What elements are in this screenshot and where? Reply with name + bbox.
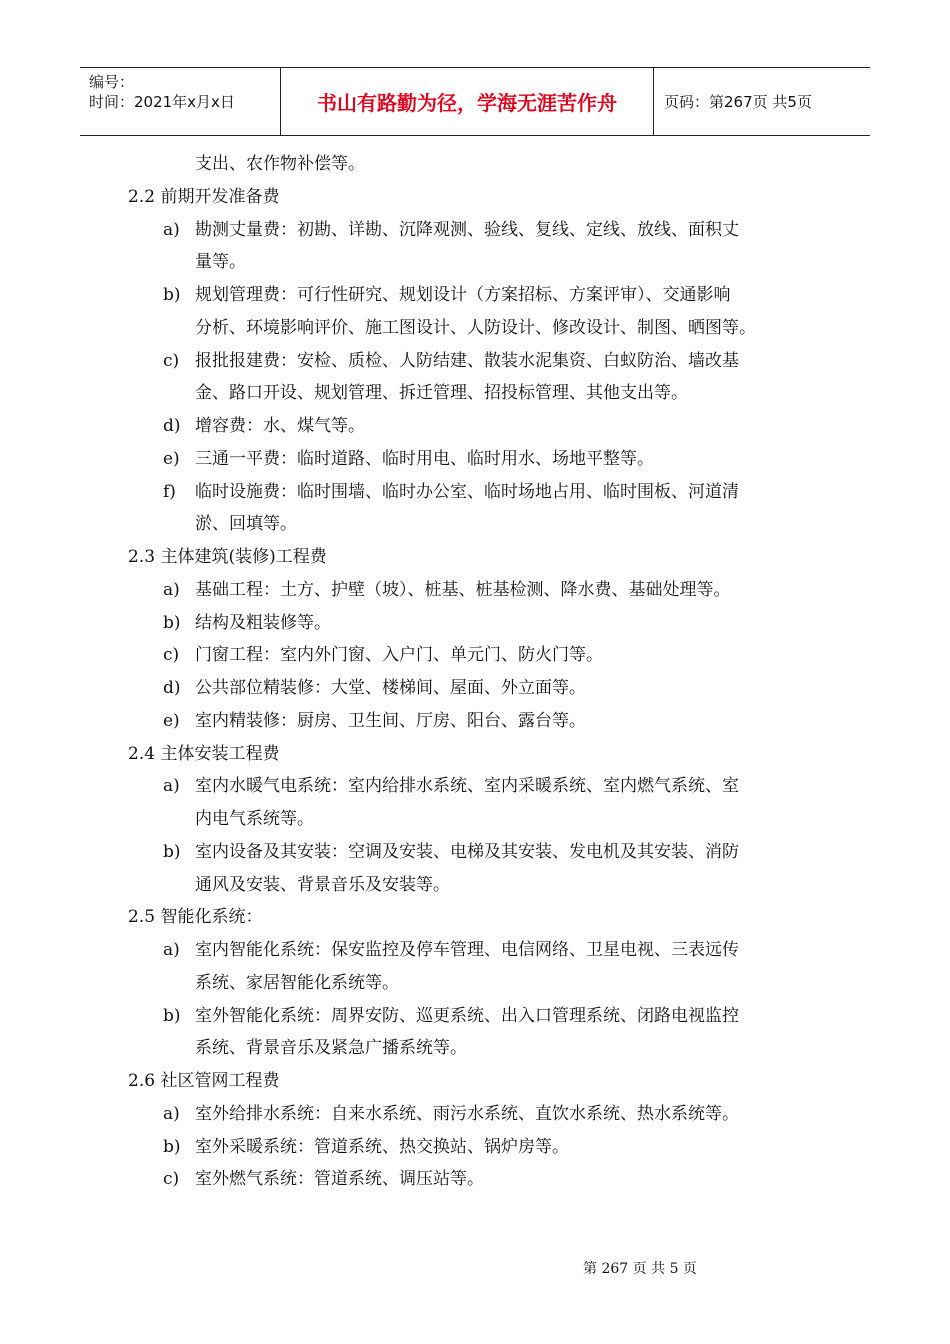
list-item-text: 增容费：水、煤气等。 [195,416,365,436]
list-item-text: 室内精装修：厨房、卫生间、厅房、阳台、露台等。 [195,710,586,731]
list-item [163,447,654,471]
list-item [163,283,731,307]
list-item-marker: b) [163,285,181,305]
list-item-marker: a) [163,776,180,797]
list-item-marker: d) [163,678,181,698]
list-item-text: 室外采暖系统：管道系统、热交换站、锅炉房等。 [195,1136,569,1157]
header-motto: 书山有路勤为径，学海无涯苦作舟 [281,68,654,135]
list-item-marker: c) [163,1169,180,1190]
continuation-line: 内电气系统等。 [195,809,314,829]
list-item [163,1135,569,1159]
list-item [163,676,586,700]
list-item [163,578,731,602]
list-item [163,414,365,438]
list-item-marker: a) [163,940,180,960]
section-heading: 2.2 前期开发准备费 [128,186,280,207]
time-label: 时间：2021年x月x日 [89,93,235,111]
list-item-marker: d) [163,416,181,436]
list-item-marker: b) [163,1136,181,1157]
list-item-marker: c) [163,350,180,371]
list-item-marker: e) [163,710,180,731]
list-item [163,709,586,733]
list-item-text: 室内智能化系统：保安监控及停车管理、电信网络、卫星电视、三表远传 [195,940,739,960]
list-item-text: 门窗工程：室内外门窗、入户门、单元门、防火门等。 [195,645,603,666]
list-item [163,938,739,962]
list-item [163,643,603,667]
list-item [163,480,739,504]
list-item-marker: b) [163,612,181,633]
list-item-marker: e) [163,448,180,469]
list-item-text: 勘测丈量费：初勘、详勘、沉降观测、验线、复线、定线、放线、面积丈 [195,219,739,240]
list-item [163,349,739,373]
list-item [163,1102,739,1126]
list-item-text: 公共部位精装修：大堂、楼梯间、屋面、外立面等。 [195,678,586,698]
list-item [163,840,739,864]
list-item-marker: f) [163,481,176,502]
list-item [163,1167,484,1191]
list-item-text: 规划管理费：可行性研究、规划设计（方案招标、方案评审）、交通影响 [195,285,731,305]
list-item-text: 室外燃气系统：管道系统、调压站等。 [195,1169,484,1190]
continuation-line: 分析、环境影响评价、施工图设计、人防设计、修改设计、制图、晒图等。 [195,317,756,338]
list-item [163,218,739,242]
section-heading: 2.6 社区管网工程费 [128,1071,280,1091]
section-heading: 2.4 主体安装工程费 [128,743,280,764]
continuation-line: 支出、农作物补偿等。 [195,154,365,174]
page-footer: 第 267 页 共 5 页 [583,1261,697,1277]
continuation-line: 通风及安装、背景音乐及安装等。 [195,874,450,895]
list-item-text: 临时设施费：临时围墙、临时办公室、临时场地占用、临时围板、河道清 [195,481,739,502]
list-item-marker: c) [163,645,180,666]
list-item [163,611,331,635]
list-item-marker: a) [163,219,180,240]
list-item-marker: b) [163,1005,181,1026]
list-item-text: 室外智能化系统：周界安防、巡更系统、出入口管理系统、闭路电视监控 [195,1005,739,1026]
header-left-cell [80,68,281,135]
list-item [163,1004,739,1028]
list-item-text: 三通一平费：临时道路、临时用电、临时用水、场地平整等。 [195,448,654,469]
list-item [163,774,739,798]
list-item-text: 室内水暖气电系统：室内给排水系统、室内采暖系统、室内燃气系统、室 [195,776,739,797]
list-item-marker: a) [163,1103,180,1124]
list-item-text: 室外给排水系统：自来水系统、雨污水系统、直饮水系统、热水系统等。 [195,1103,739,1124]
section-heading: 2.3 主体建筑(装修)工程费 [128,547,327,567]
list-item-text: 基础工程：土方、护壁（坡）、桩基、桩基检测、降水费、基础处理等。 [195,579,731,600]
list-item-text: 结构及粗装修等。 [195,612,331,633]
continuation-line: 系统、背景音乐及紧急广播系统等。 [195,1038,467,1059]
continuation-line: 淤、回填等。 [195,514,297,535]
list-item-marker: a) [163,579,180,600]
list-item-text: 报批报建费：安检、质检、人防结建、散装水泥集资、白蚁防治、墙改基 [195,350,739,371]
list-item-marker: b) [163,841,181,862]
list-item-text: 室内设备及其安装：空调及安装、电梯及其安装、发电机及其安装、消防 [195,841,739,862]
continuation-line: 金、路口开设、规划管理、拆迁管理、招投标管理、其他支出等。 [195,383,688,404]
header-page-label: 页码：第267页 共5页 [664,93,812,111]
section-heading: 2.5 智能化系统： [128,907,263,928]
continuation-line: 系统、家居智能化系统等。 [195,972,399,993]
number-label: 编号： [89,73,135,91]
page-header [80,67,870,136]
continuation-line: 量等。 [195,252,246,273]
